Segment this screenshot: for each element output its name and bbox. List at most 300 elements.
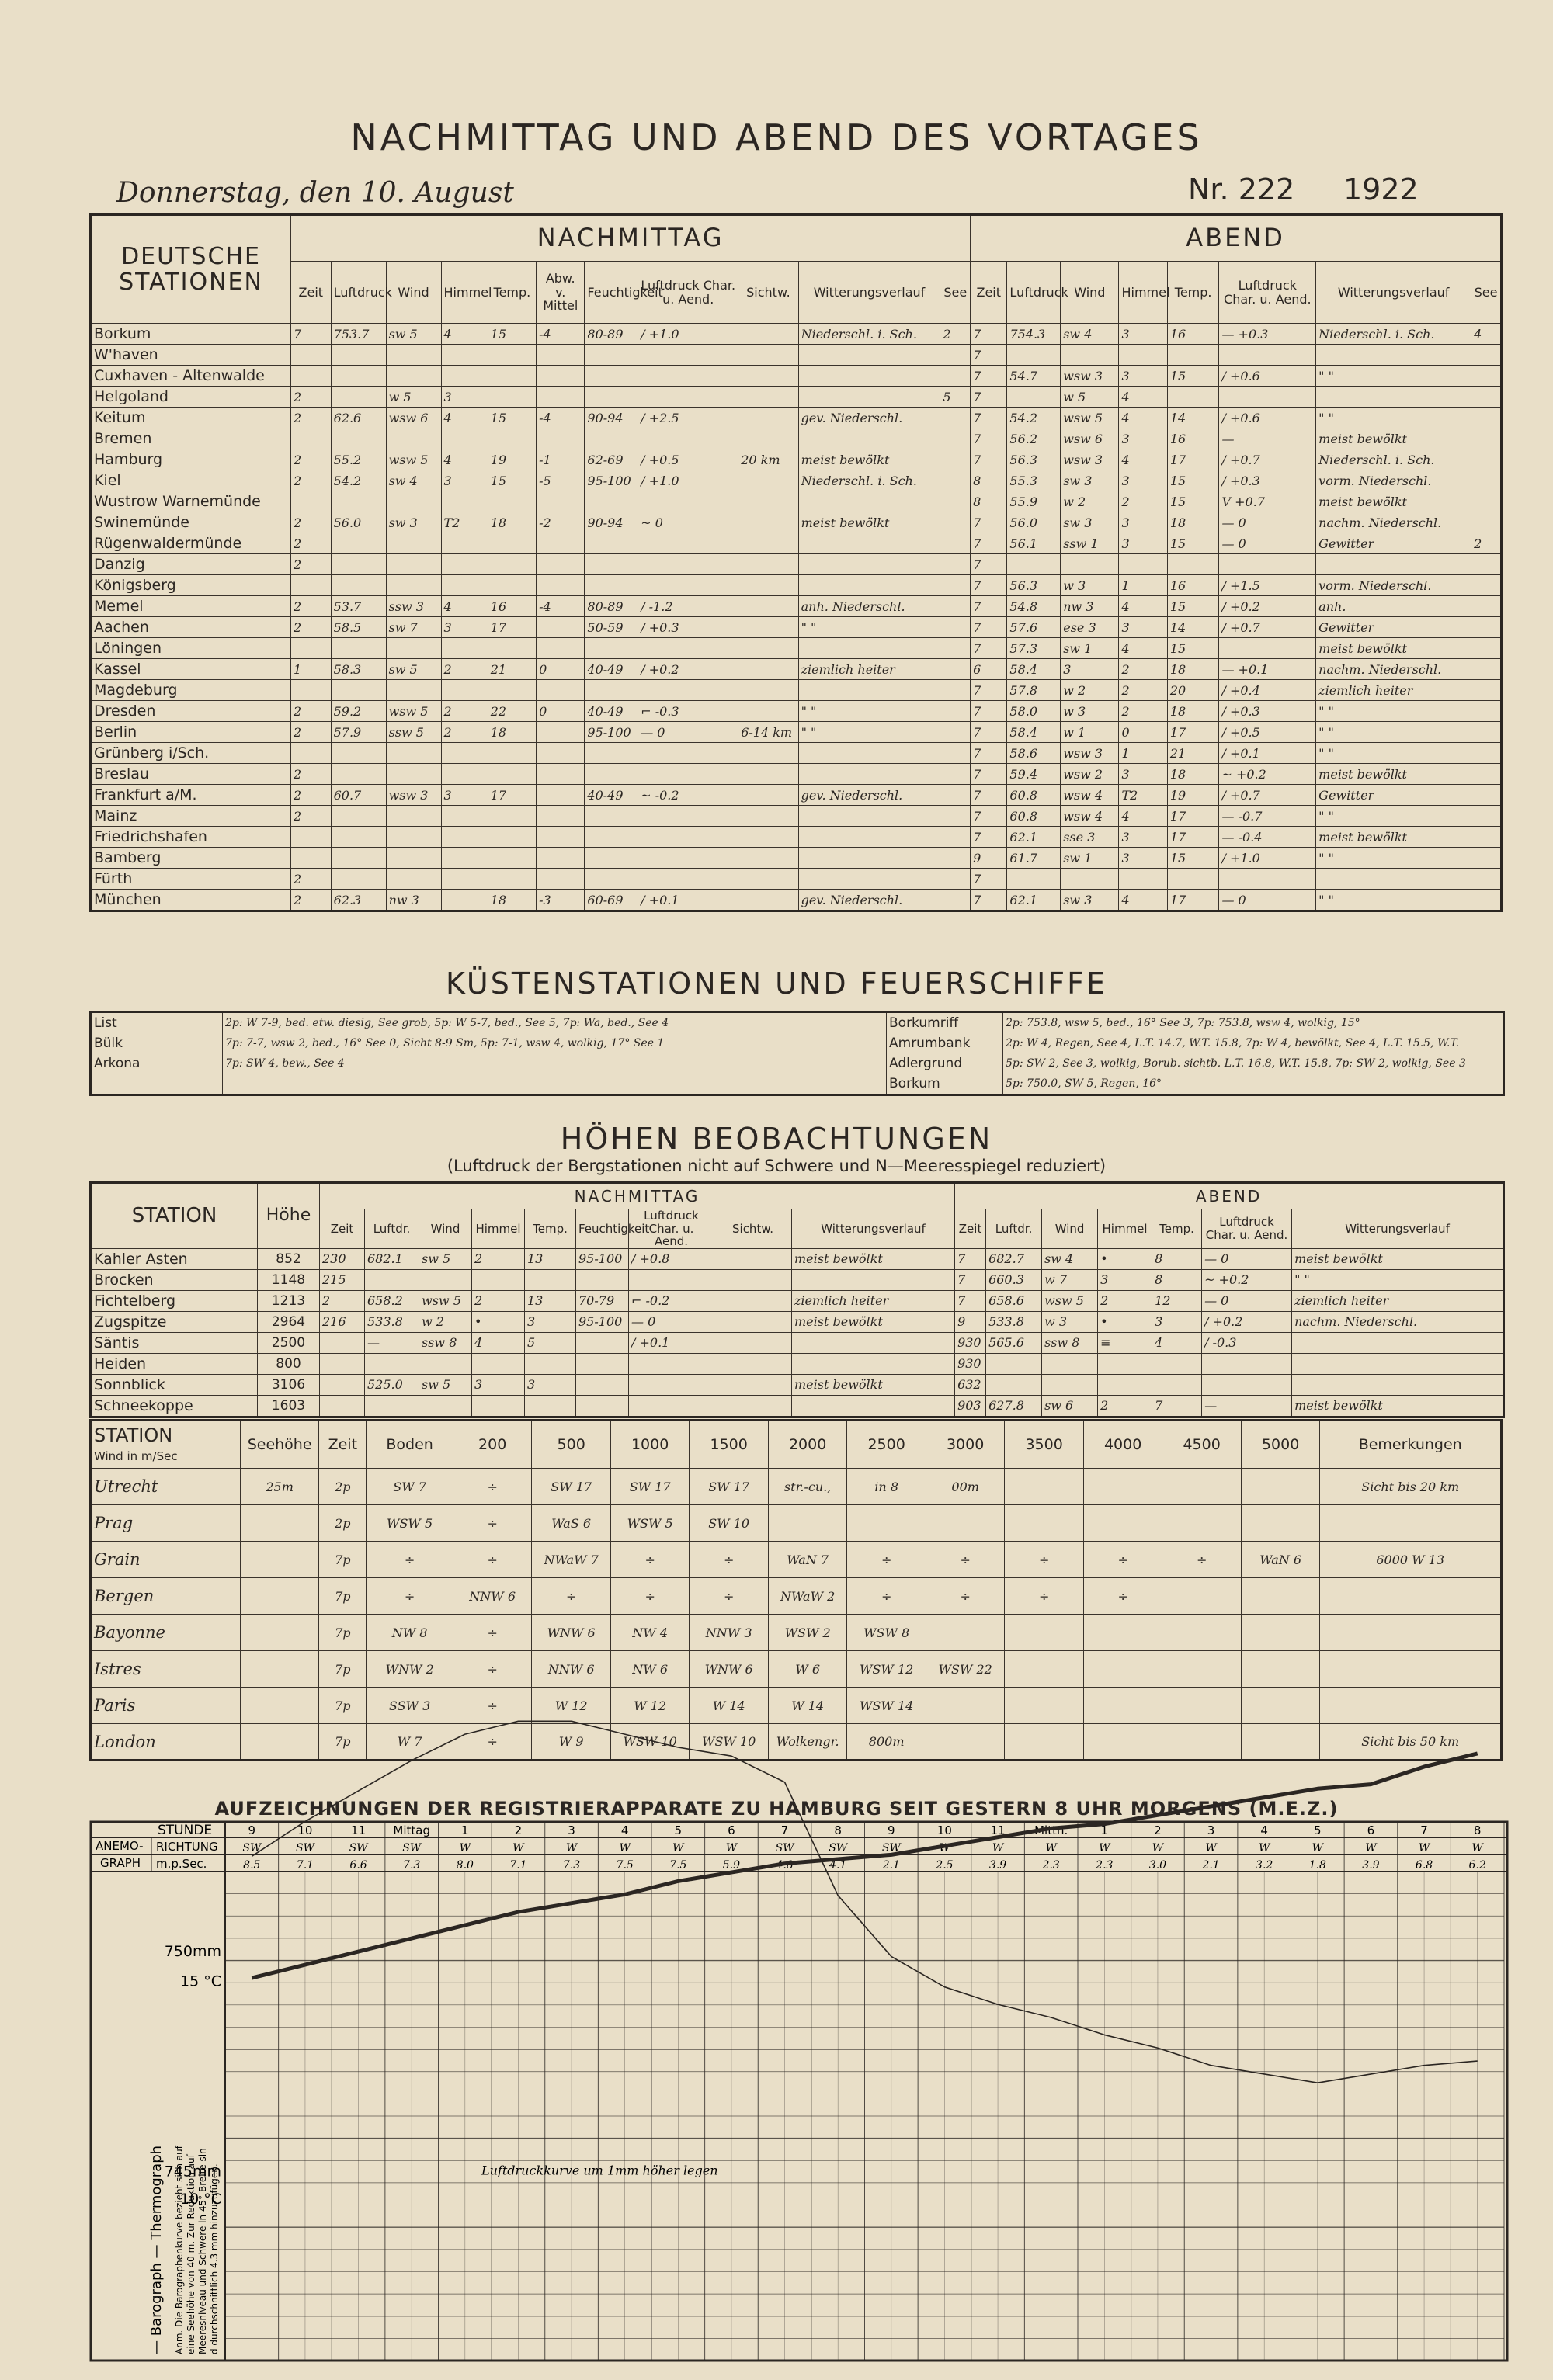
hoehen-nm-cell: [365, 1353, 419, 1374]
hoehen-nm-cell: 230: [320, 1248, 365, 1269]
hoehen-nm-cell: 658.2: [365, 1290, 419, 1311]
nm-cell: [441, 575, 488, 596]
ab-cell: 1: [1119, 743, 1167, 764]
kueste-line: Bülk: [94, 1036, 123, 1051]
hoehen-ab-cell: [1292, 1374, 1504, 1395]
register-note-line: Meeresniveau und Schwere in 45° Breite sin: [197, 2148, 208, 2354]
hoehen-nm-cell: [714, 1269, 792, 1290]
hoehen-ab-cell: [1042, 1353, 1098, 1374]
nm-cell: [488, 366, 536, 387]
ab-cell: " ": [1316, 743, 1471, 764]
wind-cell: Sicht bis 20 km: [1320, 1469, 1502, 1505]
nm-cell: [331, 764, 386, 785]
hoehen-ab-cell: 7: [955, 1269, 986, 1290]
ab-cell: — -0.7: [1219, 806, 1316, 827]
ab-cell: 7: [971, 554, 1007, 575]
nm-cell: 90-94: [585, 408, 638, 428]
nm-cell: / +2.5: [638, 408, 738, 428]
nm-cell: 60-69: [585, 890, 638, 911]
hoehen-ab-cell: 8: [1152, 1269, 1202, 1290]
speed-value: 1.8: [1308, 1859, 1326, 1872]
hoehen-nm-cell: 215: [320, 1269, 365, 1290]
wind-col-header: 2500: [847, 1421, 926, 1469]
hoehen-nm-cell: [714, 1332, 792, 1353]
ab-cell: [1471, 387, 1502, 408]
station-row: [91, 638, 1502, 659]
wind-row: [91, 1505, 1502, 1542]
hoehen-nm-cell: [714, 1395, 792, 1417]
ab-cell: [1471, 596, 1502, 617]
nm-cell: 40-49: [585, 701, 638, 722]
nm-cell: 62.3: [331, 890, 386, 911]
nm-cell: [585, 869, 638, 890]
nm-cell: [331, 848, 386, 869]
richtung-value: W: [672, 1842, 684, 1854]
hour-label: 2: [514, 1823, 523, 1837]
ab-cell: 3: [1119, 533, 1167, 554]
hoehen-nm-cell: —: [365, 1332, 419, 1353]
hoehen-nm-cell: [472, 1395, 525, 1417]
ab-cell: " ": [1316, 701, 1471, 722]
nm-cell: -1: [537, 449, 585, 470]
ab-cell: 62.1: [1007, 827, 1061, 848]
nm-cell: [738, 680, 798, 701]
richtung-value: W: [512, 1842, 524, 1854]
anemo-label-2: GRAPH: [100, 1856, 141, 1870]
hoehen-row: [91, 1374, 1504, 1395]
ab-cell: — 0: [1219, 512, 1316, 533]
speed-value: 3.9: [988, 1859, 1007, 1872]
nm-cell: sw 5: [386, 324, 441, 345]
hoehen-ab-cell: ≡: [1098, 1332, 1152, 1353]
nm-cell: 2: [291, 869, 332, 890]
nm-cell: [738, 366, 798, 387]
hoehen-hoehe: 800: [258, 1353, 320, 1374]
ab-cell: 7: [971, 428, 1007, 449]
ab-cell: 15: [1167, 596, 1219, 617]
ab-cell: 56.3: [1007, 449, 1061, 470]
ab-cell: 7: [971, 449, 1007, 470]
richtung-value: SW: [881, 1842, 901, 1854]
speed-value: 6.2: [1468, 1859, 1486, 1872]
ab-cell: 4: [1119, 806, 1167, 827]
nm-cell: [585, 680, 638, 701]
ab-cell: / +1.5: [1219, 575, 1316, 596]
register-chart: [89, 1820, 1510, 2364]
nm-cell: 5: [940, 387, 971, 408]
wind-cell: W 6: [768, 1651, 847, 1688]
hour-label: 4: [1260, 1823, 1268, 1837]
nm-cell: [585, 345, 638, 366]
wind-cell: ÷: [847, 1578, 926, 1615]
wind-cell: [1241, 1469, 1320, 1505]
wind-cell: [1162, 1469, 1242, 1505]
wind-cell: NNW 3: [690, 1615, 769, 1651]
hoehen-ab-cell: 930: [955, 1353, 986, 1374]
ab-cell: / +0.5: [1219, 722, 1316, 743]
ab-cell: 4: [1119, 596, 1167, 617]
ab-cell: [1471, 827, 1502, 848]
ab-cell: [1471, 428, 1502, 449]
hoehen-nm-cell: [629, 1353, 714, 1374]
hoehen-nm-cell: 3: [525, 1374, 576, 1395]
wind-cell: W 9: [532, 1724, 611, 1761]
nm-cell: [331, 743, 386, 764]
nm-cell: [638, 680, 738, 701]
hoehen-abend: ABEND: [955, 1183, 1504, 1209]
ab-cell: 59.4: [1007, 764, 1061, 785]
station-row: [91, 470, 1502, 491]
ab-cell: 14: [1167, 617, 1219, 638]
hour-label: 1: [461, 1823, 469, 1837]
richtung-value: W: [1205, 1842, 1217, 1854]
nm-cell: [537, 428, 585, 449]
station-name: Helgoland: [91, 387, 291, 408]
nm-cell: [940, 680, 971, 701]
wind-row: [91, 1688, 1502, 1724]
nm-cell: [940, 366, 971, 387]
ab-cell: 8: [971, 470, 1007, 491]
kueste-line: List: [94, 1015, 117, 1031]
ab-cell: w 5: [1061, 387, 1119, 408]
nm-cell: 3: [441, 617, 488, 638]
wind-cell: [1241, 1724, 1320, 1761]
nm-cell: [798, 387, 940, 408]
nm-cell: [386, 554, 441, 575]
station-name: Breslau: [91, 764, 291, 785]
ab-cell: 16: [1167, 428, 1219, 449]
stunde-label: STUNDE: [158, 1823, 213, 1838]
ab-cell: wsw 2: [1061, 764, 1119, 785]
wind-cell: [1320, 1688, 1502, 1724]
hoehen-nm-cell: [714, 1311, 792, 1332]
ab-cell: 58.4: [1007, 722, 1061, 743]
nm-cell: 90-94: [585, 512, 638, 533]
ab-cell: ~ +0.2: [1219, 764, 1316, 785]
nm-cell: -2: [537, 512, 585, 533]
wind-cell: [1241, 1615, 1320, 1651]
ab-cell: [1316, 345, 1471, 366]
ab-cell: 57.8: [1007, 680, 1061, 701]
ab-cell: meist bewölkt: [1316, 491, 1471, 512]
nm-cell: [738, 806, 798, 827]
ab-cell: [1471, 408, 1502, 428]
nm-cell: [940, 596, 971, 617]
kueste-line: 5p: 750.0, SW 5, Regen, 16°: [1006, 1077, 1162, 1090]
nm-cell: [738, 869, 798, 890]
wind-cell: W 12: [532, 1688, 611, 1724]
wind-cell: [1162, 1578, 1242, 1615]
ab-cell: [1316, 869, 1471, 890]
nm-cell: [331, 533, 386, 554]
nm-cell: sw 3: [386, 512, 441, 533]
nm-cell: 55.2: [331, 449, 386, 470]
nm-cell: [585, 764, 638, 785]
ab-col-header: Luftdruck: [1007, 262, 1061, 324]
kueste-line: 7p: 7-7, wsw 2, bed., 16° See 0, Sicht 8-9 Sm, 5p: 7-1, wsw 4, wolkig, 17° See 1: [225, 1037, 665, 1049]
ab-cell: [1471, 743, 1502, 764]
nm-cell: [386, 827, 441, 848]
ab-cell: [1219, 638, 1316, 659]
ab-cell: " ": [1316, 848, 1471, 869]
ab-cell: [1007, 554, 1061, 575]
wind-cell: WSW 8: [847, 1615, 926, 1651]
nm-cell: 18: [488, 722, 536, 743]
speed-value: 3.0: [1148, 1859, 1167, 1872]
nm-cell: -4: [537, 596, 585, 617]
hoehen-ab-cell: meist bewölkt: [1292, 1395, 1504, 1417]
nm-cell: 15: [488, 324, 536, 345]
wind-station-name: Paris: [91, 1688, 241, 1724]
ab-cell: vorm. Niederschl.: [1316, 470, 1471, 491]
nachmittag-heading: NACHMITTAG: [291, 215, 971, 262]
wind-cell: [1241, 1578, 1320, 1615]
station-name: Swinemünde: [91, 512, 291, 533]
nm-cell: [738, 764, 798, 785]
hoehen-nm-cell: [576, 1395, 629, 1417]
ab-cell: [1219, 554, 1316, 575]
wind-cell: WSW 22: [926, 1651, 1005, 1688]
ab-cell: 17: [1167, 722, 1219, 743]
hoehen-ab-cell: sw 4: [1042, 1248, 1098, 1269]
ab-cell: " ": [1316, 806, 1471, 827]
nm-cell: [537, 617, 585, 638]
wind-cell: [1005, 1469, 1084, 1505]
wind-cell: 7p: [319, 1615, 367, 1651]
nm-cell: [331, 345, 386, 366]
ab-cell: [1007, 387, 1061, 408]
nm-cell: [940, 848, 971, 869]
hoehen-nm-cell: [629, 1395, 714, 1417]
kueste-line: 5p: SW 2, See 3, wolkig, Borub. sichtb. L.T. 16.8, W.T. 15.8, 7p: SW 2, wolkig, See 3: [1006, 1057, 1466, 1070]
hoehen-ab-col: Luftdruck Char. u. Aend.: [1202, 1209, 1292, 1249]
hoehen-nm-cell: 2: [472, 1290, 525, 1311]
hoehen-ab-cell: 930: [955, 1332, 986, 1353]
wind-cell: Wolkengr.: [768, 1724, 847, 1761]
nm-cell: 2: [291, 764, 332, 785]
hoehen-ab-col: Witterungsverlauf: [1292, 1209, 1504, 1249]
hoehen-nm-cell: [472, 1353, 525, 1374]
label-15c: 15 °C: [180, 1972, 221, 1990]
wind-station-label: [91, 1421, 241, 1469]
ab-cell: 56.0: [1007, 512, 1061, 533]
hoehen-ab-cell: " ": [1292, 1269, 1504, 1290]
ab-cell: nachm. Niederschl.: [1316, 512, 1471, 533]
station-row: [91, 512, 1502, 533]
wind-cell: WSW 14: [847, 1688, 926, 1724]
ab-cell: sse 3: [1061, 827, 1119, 848]
nm-cell: / +0.5: [638, 449, 738, 470]
nm-cell: [940, 701, 971, 722]
ab-cell: [1471, 869, 1502, 890]
hour-label: 4: [620, 1823, 629, 1837]
ab-cell: 7: [971, 764, 1007, 785]
nm-cell: meist bewölkt: [798, 512, 940, 533]
ab-cell: 1: [1119, 575, 1167, 596]
nm-cell: [441, 638, 488, 659]
wind-cell: ÷: [453, 1615, 532, 1651]
hoehen-subheading: (Luftdruck der Bergstationen nicht auf Schwere und N—Meeresspiegel reduziert): [446, 1157, 1107, 1175]
nm-cell: [738, 785, 798, 806]
ab-cell: 18: [1167, 701, 1219, 722]
nm-col-header: Wind: [386, 262, 441, 324]
ab-cell: 9: [971, 848, 1007, 869]
hoehen-nm-cell: [792, 1332, 955, 1353]
hour-label: 7: [1420, 1823, 1428, 1837]
nm-cell: / +0.2: [638, 659, 738, 680]
hoehen-nm-cell: 13: [525, 1248, 576, 1269]
ab-cell: 0: [1119, 722, 1167, 743]
ab-cell: wsw 5: [1061, 408, 1119, 428]
nm-cell: [638, 387, 738, 408]
hoehen-ab-cell: sw 6: [1042, 1395, 1098, 1417]
wind-cell: ÷: [610, 1542, 690, 1578]
ab-cell: 58.6: [1007, 743, 1061, 764]
nm-cell: [488, 764, 536, 785]
nm-cell: ssw 5: [386, 722, 441, 743]
nm-cell: [585, 366, 638, 387]
hour-label: 5: [674, 1823, 683, 1837]
ab-cell: 7: [971, 890, 1007, 911]
hoehen-ab-cell: nachm. Niederschl.: [1292, 1311, 1504, 1332]
nm-cell: [441, 869, 488, 890]
station-row: [91, 890, 1502, 911]
nm-col-header: Abw. v. Mittel: [537, 262, 585, 324]
nm-col-header: Sichtw.: [738, 262, 798, 324]
ab-cell: sw 3: [1061, 512, 1119, 533]
hoehen-ab-cell: w 3: [1042, 1311, 1098, 1332]
wind-cell: ÷: [453, 1505, 532, 1542]
station-row: [91, 366, 1502, 387]
nm-cell: [798, 806, 940, 827]
nm-cell: [291, 638, 332, 659]
ab-cell: [1219, 345, 1316, 366]
nm-cell: 2: [291, 722, 332, 743]
nm-cell: [331, 869, 386, 890]
nm-cell: [738, 491, 798, 512]
wind-cell: [1083, 1688, 1162, 1724]
nm-cell: 4: [441, 324, 488, 345]
ab-cell: 4: [1119, 408, 1167, 428]
hoehen-nm-cell: ziemlich heiter: [792, 1290, 955, 1311]
ab-cell: [1471, 554, 1502, 575]
wind-cell: [1005, 1615, 1084, 1651]
hoehen-station-name: Heiden: [91, 1353, 258, 1374]
ab-cell: 60.8: [1007, 785, 1061, 806]
ab-cell: — 0: [1219, 890, 1316, 911]
ab-cell: [1471, 366, 1502, 387]
nm-cell: [738, 345, 798, 366]
wind-cell: ÷: [453, 1688, 532, 1724]
wind-cell: WNW 2: [367, 1651, 453, 1688]
station-name: Grünberg i/Sch.: [91, 743, 291, 764]
nm-cell: / +0.1: [638, 890, 738, 911]
hoehen-ab-col: Wind: [1042, 1209, 1098, 1249]
nm-cell: [441, 491, 488, 512]
hoehen-station-name: Säntis: [91, 1332, 258, 1353]
nm-cell: [638, 848, 738, 869]
nm-cell: 15: [488, 470, 536, 491]
nm-cell: 80-89: [585, 324, 638, 345]
hoehen-ab-cell: 565.6: [986, 1332, 1042, 1353]
wind-cell: 7p: [319, 1578, 367, 1615]
speed-value: 2.1: [1202, 1859, 1220, 1872]
speed-value: 3.9: [1362, 1859, 1380, 1872]
wind-station-name: London: [91, 1724, 241, 1761]
wind-cell: [1320, 1615, 1502, 1651]
nm-cell: [738, 743, 798, 764]
ab-cell: wsw 3: [1061, 743, 1119, 764]
ab-cell: [1219, 387, 1316, 408]
ab-cell: 754.3: [1007, 324, 1061, 345]
nm-cell: [798, 827, 940, 848]
nm-cell: wsw 5: [386, 701, 441, 722]
wind-cell: [1320, 1505, 1502, 1542]
nm-cell: [585, 743, 638, 764]
ab-cell: 57.3: [1007, 638, 1061, 659]
ab-cell: w 2: [1061, 680, 1119, 701]
ab-cell: 7: [971, 869, 1007, 890]
wind-col-header: 2000: [768, 1421, 847, 1469]
wind-cell: SW 10: [690, 1505, 769, 1542]
nm-cell: [940, 512, 971, 533]
nm-cell: 2: [291, 512, 332, 533]
hoehen-nm-cell: 13: [525, 1290, 576, 1311]
hour-label: 11: [351, 1823, 367, 1837]
nm-cell: [537, 827, 585, 848]
hoehen-ab-cell: [1042, 1374, 1098, 1395]
station-row: [91, 722, 1502, 743]
ab-cell: [1061, 554, 1119, 575]
speed-value: 7.5: [616, 1859, 634, 1872]
nm-col-header: See: [940, 262, 971, 324]
hour-label: 5: [1314, 1823, 1322, 1837]
nm-cell: 7: [291, 324, 332, 345]
hour-label: Mittn.: [1034, 1823, 1068, 1837]
hoehen-ab-cell: [1152, 1353, 1202, 1374]
hoehen-ab-cell: ~ +0.2: [1202, 1269, 1292, 1290]
hoehen-ab-cell: wsw 5: [1042, 1290, 1098, 1311]
kueste-line: Adlergrund: [889, 1056, 963, 1071]
nm-cell: [331, 491, 386, 512]
wind-cell: ÷: [367, 1578, 453, 1615]
ab-cell: / +0.7: [1219, 617, 1316, 638]
nm-cell: anh. Niederschl.: [798, 596, 940, 617]
wind-cell: ÷: [1005, 1542, 1084, 1578]
ab-cell: [1471, 680, 1502, 701]
wind-row: [91, 1469, 1502, 1505]
ab-cell: " ": [1316, 408, 1471, 428]
hoehen-ab-col: Himmel: [1098, 1209, 1152, 1249]
ab-col-header: Wind: [1061, 262, 1119, 324]
ab-cell: 7: [971, 722, 1007, 743]
hour-label: 10: [936, 1823, 952, 1837]
hoehen-ab-cell: 682.7: [986, 1248, 1042, 1269]
nm-cell: 4: [441, 596, 488, 617]
hour-label: 7: [780, 1823, 789, 1837]
label-10c: 10 °C: [180, 2191, 221, 2208]
hoehen-nm-cell: 2: [472, 1248, 525, 1269]
wind-cell: str.-cu.,: [768, 1469, 847, 1505]
nm-cell: 21: [488, 659, 536, 680]
ab-cell: [1471, 638, 1502, 659]
nm-cell: 4: [441, 449, 488, 470]
nm-cell: [488, 575, 536, 596]
nm-cell: — 0: [638, 722, 738, 743]
ab-cell: [1167, 869, 1219, 890]
nm-cell: [585, 638, 638, 659]
ab-cell: — -0.4: [1219, 827, 1316, 848]
